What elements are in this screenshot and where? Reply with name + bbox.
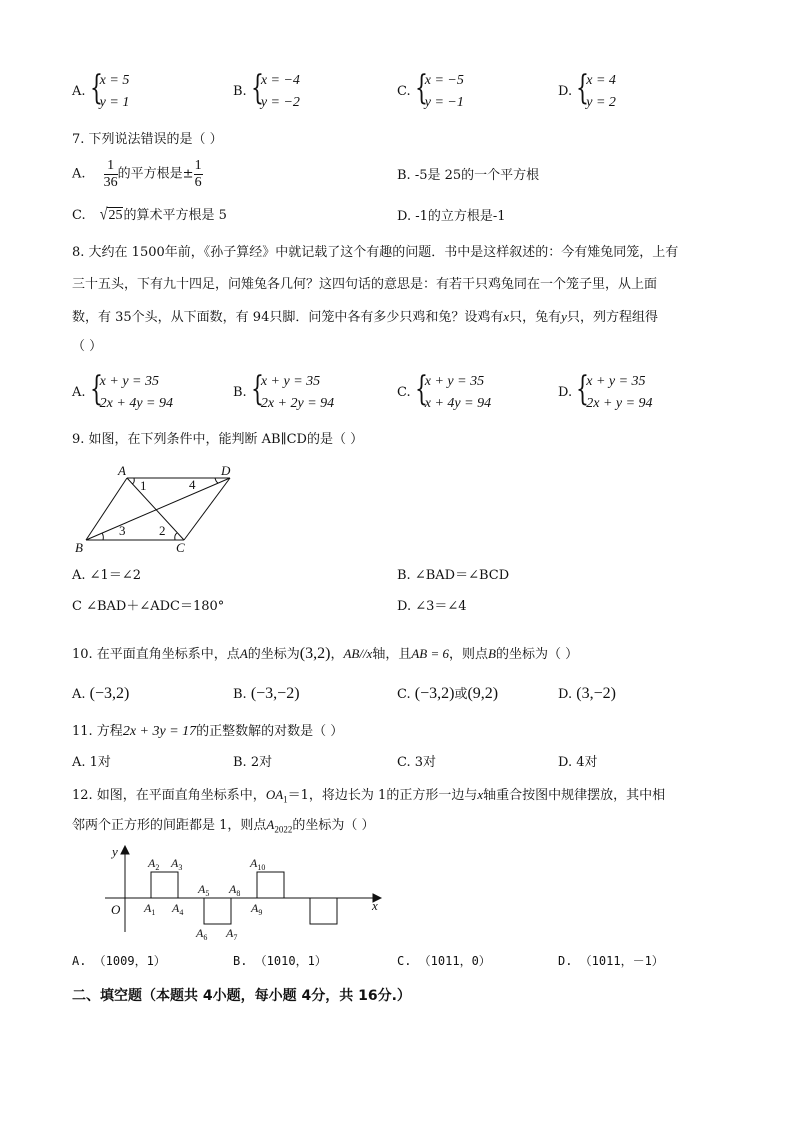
q6-a-system: { x = 5 y = 1 (89, 68, 130, 110)
q8-line-3: 数，有 35个头，从下面数，有 94只脚．问笼中各有多少只鸡和兔？设鸡有x只，兔有y只，列方程组得 (72, 309, 658, 325)
q6-option-b[interactable]: B. { x = −4 y = −2 (233, 70, 300, 114)
q9-label-2: 2 (159, 523, 166, 538)
q10-option-b[interactable]: B. (−3,−2) (233, 685, 300, 702)
q12-square-3 (257, 872, 284, 898)
q12-y-axis-arrow (121, 846, 129, 854)
q9-angle-3-arc (102, 533, 103, 540)
q9-diagonal-ac (127, 478, 184, 540)
q11-option-c[interactable]: C. 3对 (397, 755, 437, 770)
q12-label-a9: $A_9$ (251, 901, 263, 917)
q9-label-b: B (75, 540, 83, 555)
q10-option-d[interactable]: D. (3,−2) (558, 685, 616, 702)
q9-option-a[interactable]: A. ∠1＝∠2 (72, 568, 141, 583)
q12-label-a8: $A_8$ (229, 882, 241, 898)
q11-option-a[interactable]: A. 1对 (72, 755, 111, 770)
q9-label-c: C (176, 540, 185, 555)
q12-label-x: x (372, 898, 378, 913)
q9-diagonal-bd (86, 478, 230, 540)
q12-label-a5: $A_5$ (198, 882, 210, 898)
q12-line-1: 12. 如图，在平面直角坐标系中，$OA_1=1$，将边长为 1的正方形一边与x轴重合按图中规律摆放，其中相 (72, 787, 666, 805)
q8-c-system: { x + y = 35 x + 4y = 94 (414, 369, 492, 411)
q6-option-a[interactable]: A. { x = 5 y = 1 (72, 70, 129, 114)
q8-option-d[interactable]: D. { x + y = 35 2x + y = 94 (558, 371, 653, 415)
q10-option-a[interactable]: A. (−3,2) (72, 685, 130, 702)
q12-label-a4: $A_4$ (172, 901, 184, 917)
q9-parallelogram-figure (70, 460, 240, 560)
q7-c-sqrt: √25 (99, 206, 123, 225)
q10-stem: 10. 在平面直角坐标系中，点A的坐标为(3,2)，AB//x轴，且AB = 6，则点B的坐标为（ ） (72, 645, 579, 662)
q12-label-y: y (112, 844, 118, 859)
q12-option-d[interactable]: D. （1011，－1） (558, 954, 664, 968)
q9-angle-4-arc (215, 478, 218, 483)
q8-line-4: （ ） (72, 339, 103, 354)
q8-line-2: 三十五头，下有九十四足，问雉兔各几何？这四句话的意思是：有若干只鸡兔同在一个笼子里，从上面 (72, 277, 658, 292)
q12-option-c[interactable]: C. （1011，0） (397, 954, 491, 968)
q7-option-b[interactable]: B. -5是 25的一个平方根 (397, 168, 540, 183)
q8-option-b[interactable]: B. { x + y = 35 2x + 2y = 94 (233, 371, 334, 415)
q9-option-c[interactable]: C ∠BAD＋∠ADC＝180° (72, 599, 225, 614)
q8-b-system: { x + y = 35 2x + 2y = 94 (250, 369, 335, 411)
q9-angle-2-arc (175, 533, 177, 540)
q6-option-c[interactable]: C. { x = −5 y = −1 (397, 70, 464, 114)
q8-d-system: { x + y = 35 2x + y = 94 (576, 369, 653, 411)
q12-option-a[interactable]: A. （1009，1） (72, 954, 166, 968)
q12-label-a3: $A_3$ (171, 856, 183, 872)
q6-d-system: { x = 4 y = 2 (576, 68, 616, 110)
q8-a-system: { x + y = 35 2x + 4y = 94 (89, 369, 173, 411)
q10-option-c[interactable]: C. (−3,2)或(9,2) (397, 685, 499, 702)
q12-label-a6: $A_6$ (196, 926, 208, 942)
q12-square-2 (204, 898, 231, 924)
q6-c-system: { x = −5 y = −1 (414, 68, 464, 110)
q12-square-4 (310, 898, 337, 924)
q6-option-d[interactable]: D. { x = 4 y = 2 (558, 70, 616, 114)
q9-label-4: 4 (189, 477, 196, 492)
q12-label-a10: $A_{10}$ (250, 856, 266, 872)
q9-label-d: D (221, 463, 231, 478)
q12-squares-figure (95, 842, 395, 942)
q9-option-d[interactable]: D. ∠3＝∠4 (397, 599, 467, 614)
section-2-heading: 二、填空题（本题共 4小题，每小题 4分，共 16分.） (72, 988, 411, 1004)
q7-option-c[interactable]: C. √25的算术平方根是 5 (72, 206, 227, 225)
q12-label-a7: $A_7$ (226, 926, 238, 942)
q11-option-b[interactable]: B. 2对 (233, 755, 273, 770)
q11-stem: 11. 方程2x + 3y = 17的正整数解的对数是（ ） (72, 724, 344, 739)
q12-label-a1: $A_1$ (144, 901, 156, 917)
q12-label-a2: $A_2$ (148, 856, 160, 872)
q7-option-d[interactable]: D. -1的立方根是-1 (397, 209, 506, 224)
q11-option-d[interactable]: D. 4对 (558, 755, 598, 770)
q8-option-a[interactable]: A. { x + y = 35 2x + 4y = 94 (72, 371, 173, 415)
q8-option-c[interactable]: C. { x + y = 35 x + 4y = 94 (397, 371, 491, 415)
q7-a-fraction-2: $\frac{1}{6}$ (194, 158, 202, 190)
q12-option-b[interactable]: B. （1010，1） (233, 954, 327, 968)
q9-label-a: A (118, 463, 126, 478)
q12-line-2: 邻两个正方形的间距都是 1，则点$A_{2022}$的坐标为（ ） (72, 817, 375, 835)
q9-label-1: 1 (140, 478, 147, 493)
q12-label-o: O (111, 902, 121, 917)
q9-label-3: 3 (119, 523, 126, 538)
q6-b-system: { x = −4 y = −2 (250, 68, 300, 110)
q8-line-1: 8. 大约在 1500年前，《孙子算经》中就记载了这个有趣的问题．书中是这样叙述的：今有雉兔同笼，上有 (72, 245, 679, 260)
q9-option-b[interactable]: B. ∠BAD＝∠BCD (397, 568, 510, 583)
q7-stem: 7. 下列说法错误的是（ ） (72, 132, 223, 147)
q12-square-1 (151, 872, 178, 898)
q7-a-fraction: $\frac{1}{36}$ (103, 158, 118, 190)
q9-stem: 9. 如图，在下列条件中，能判断 AB∥CD的是（ ） (72, 432, 364, 447)
q7-option-a[interactable]: A. $\frac{1}{36}$ 的平方根是± $\frac{1}{6}$ (72, 158, 202, 190)
